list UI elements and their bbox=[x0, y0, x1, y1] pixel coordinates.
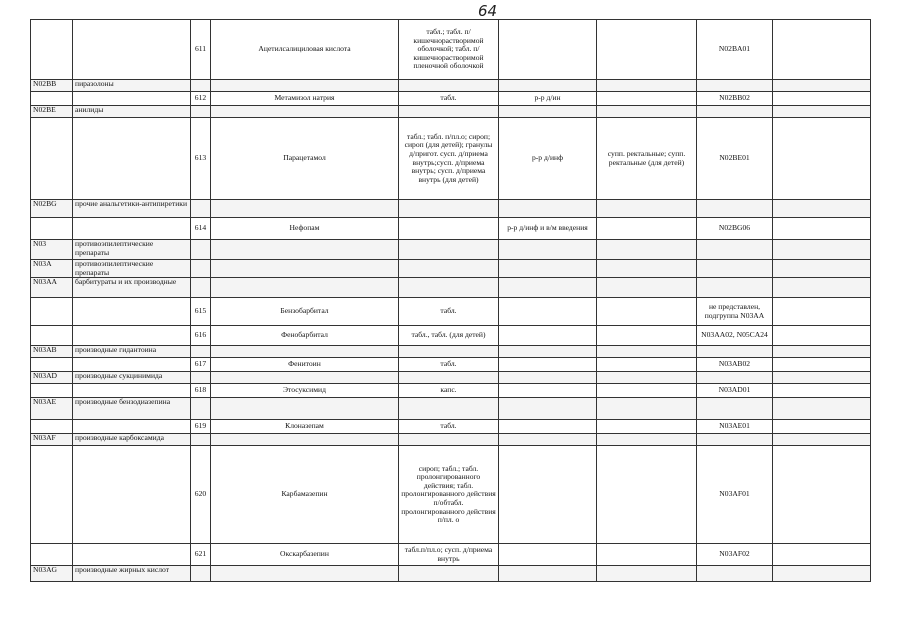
dosage-form-other bbox=[597, 384, 697, 398]
atc-code: не представлен, подгруппа N03AA bbox=[697, 298, 773, 326]
empty-cell bbox=[211, 372, 399, 384]
dosage-form-injection bbox=[499, 420, 597, 434]
empty-cell bbox=[399, 398, 499, 420]
drug-row bbox=[31, 544, 871, 566]
dosage-form-injection bbox=[499, 20, 597, 80]
empty-cell bbox=[597, 372, 697, 384]
atc-group-code: N02BG bbox=[31, 200, 73, 218]
atc-group-code bbox=[31, 384, 73, 398]
empty-cell bbox=[399, 372, 499, 384]
empty-cell bbox=[191, 566, 211, 582]
atc-group-code bbox=[31, 544, 73, 566]
empty-cell bbox=[773, 218, 871, 240]
group-label bbox=[73, 420, 191, 434]
empty-cell bbox=[499, 278, 597, 298]
dosage-form-oral: табл. bbox=[399, 298, 499, 326]
dosage-form-oral: табл.п/пл.о; сусп. д/приема внутрь bbox=[399, 544, 499, 566]
group-row bbox=[31, 346, 871, 358]
group-label bbox=[73, 298, 191, 326]
atc-code: N02BA01 bbox=[697, 20, 773, 80]
empty-cell bbox=[191, 372, 211, 384]
empty-cell bbox=[597, 106, 697, 118]
atc-code: N03AB02 bbox=[697, 358, 773, 372]
group-row bbox=[31, 260, 871, 278]
atc-group-code bbox=[31, 118, 73, 200]
row-number: 621 bbox=[191, 544, 211, 566]
group-label bbox=[73, 92, 191, 106]
empty-cell bbox=[773, 420, 871, 434]
drug-row bbox=[31, 358, 871, 372]
drug-name: Парацетамол bbox=[211, 118, 399, 200]
group-row bbox=[31, 106, 871, 118]
drug-name: Клоназепам bbox=[211, 420, 399, 434]
empty-cell bbox=[191, 278, 211, 298]
empty-cell bbox=[597, 566, 697, 582]
drug-table bbox=[30, 19, 871, 582]
dosage-form-other bbox=[597, 92, 697, 106]
drug-row bbox=[31, 384, 871, 398]
dosage-form-injection bbox=[499, 384, 597, 398]
group-row bbox=[31, 372, 871, 384]
empty-cell bbox=[399, 434, 499, 446]
group-label bbox=[73, 326, 191, 346]
empty-cell bbox=[399, 200, 499, 218]
group-label bbox=[73, 446, 191, 544]
dosage-form-oral: табл.; табл. п/пл.о; сироп; сироп (для детей); гранулы д/пригот. сусп. д/приема внутрь;сусп. д/приема внутрь; сусп. д/приема внутрь (для детей) bbox=[399, 118, 499, 200]
group-label: производные гидантоина bbox=[73, 346, 191, 358]
empty-cell bbox=[697, 278, 773, 298]
drug-name: Ацетилсалициловая кислота bbox=[211, 20, 399, 80]
atc-code: N03AA02, N05CA24 bbox=[697, 326, 773, 346]
dosage-form-injection bbox=[499, 544, 597, 566]
row-number: 611 bbox=[191, 20, 211, 80]
atc-group-code: N03AB bbox=[31, 346, 73, 358]
row-number: 618 bbox=[191, 384, 211, 398]
group-row bbox=[31, 80, 871, 92]
atc-group-code: N03AD bbox=[31, 372, 73, 384]
empty-cell bbox=[597, 240, 697, 260]
group-label: пиразолоны bbox=[73, 80, 191, 92]
atc-code: N03AE01 bbox=[697, 420, 773, 434]
empty-cell bbox=[773, 92, 871, 106]
empty-cell bbox=[597, 278, 697, 298]
group-label bbox=[73, 544, 191, 566]
drug-row bbox=[31, 446, 871, 544]
drug-name: Фенитоин bbox=[211, 358, 399, 372]
empty-cell bbox=[191, 80, 211, 92]
empty-cell bbox=[697, 106, 773, 118]
row-number: 617 bbox=[191, 358, 211, 372]
group-label: противоэпилептические препараты bbox=[73, 240, 191, 260]
group-label bbox=[73, 118, 191, 200]
drug-row bbox=[31, 420, 871, 434]
dosage-form-other bbox=[597, 326, 697, 346]
group-label: прочие анальгетики-антипиретики bbox=[73, 200, 191, 218]
dosage-form-oral: табл., табл. (для детей) bbox=[399, 326, 499, 346]
dosage-form-oral: сироп; табл.; табл. пролонгированного действия; табл. пролонгированного действия п/обтабл. пролонгированного действия п/пл. о bbox=[399, 446, 499, 544]
atc-code: N02BB02 bbox=[697, 92, 773, 106]
atc-code: N03AF01 bbox=[697, 446, 773, 544]
empty-cell bbox=[399, 566, 499, 582]
group-row bbox=[31, 240, 871, 260]
group-row bbox=[31, 200, 871, 218]
dosage-form-oral: табл.; табл. п/кишечнорастворимой оболочкой; табл. п/кишечнорастворимой пленочной оболочкой bbox=[399, 20, 499, 80]
empty-cell bbox=[499, 434, 597, 446]
empty-cell bbox=[191, 398, 211, 420]
row-number: 616 bbox=[191, 326, 211, 346]
atc-code: N03AD01 bbox=[697, 384, 773, 398]
empty-cell bbox=[773, 544, 871, 566]
row-number: 612 bbox=[191, 92, 211, 106]
dosage-form-injection bbox=[499, 326, 597, 346]
empty-cell bbox=[211, 566, 399, 582]
dosage-form-injection: р-р д/инф bbox=[499, 118, 597, 200]
group-label: противоэпилептические препараты bbox=[73, 260, 191, 278]
empty-cell bbox=[399, 80, 499, 92]
empty-cell bbox=[773, 372, 871, 384]
drug-row bbox=[31, 92, 871, 106]
empty-cell bbox=[697, 80, 773, 92]
drug-name: Карбамазепин bbox=[211, 446, 399, 544]
atc-code: N03AF02 bbox=[697, 544, 773, 566]
drug-row bbox=[31, 118, 871, 200]
group-label: производные сукцинимида bbox=[73, 372, 191, 384]
atc-code: N02BE01 bbox=[697, 118, 773, 200]
atc-group-code: N02BE bbox=[31, 106, 73, 118]
empty-cell bbox=[499, 372, 597, 384]
atc-group-code: N03AE bbox=[31, 398, 73, 420]
empty-cell bbox=[399, 240, 499, 260]
empty-cell bbox=[773, 260, 871, 278]
drug-name: Метамизол натрия bbox=[211, 92, 399, 106]
group-row bbox=[31, 278, 871, 298]
empty-cell bbox=[211, 106, 399, 118]
atc-group-code: N03A bbox=[31, 260, 73, 278]
atc-code: N02BG06 bbox=[697, 218, 773, 240]
page-number: 64 bbox=[478, 2, 498, 20]
empty-cell bbox=[773, 20, 871, 80]
dosage-form-other bbox=[597, 446, 697, 544]
empty-cell bbox=[697, 200, 773, 218]
dosage-form-oral: капс. bbox=[399, 384, 499, 398]
drug-name: Фенобарбитал bbox=[211, 326, 399, 346]
empty-cell bbox=[597, 80, 697, 92]
empty-cell bbox=[499, 398, 597, 420]
empty-cell bbox=[773, 240, 871, 260]
atc-group-code: N02BB bbox=[31, 80, 73, 92]
atc-group-code bbox=[31, 358, 73, 372]
drug-row bbox=[31, 298, 871, 326]
empty-cell bbox=[697, 566, 773, 582]
empty-cell bbox=[191, 260, 211, 278]
empty-cell bbox=[773, 434, 871, 446]
dosage-form-oral bbox=[399, 218, 499, 240]
empty-cell bbox=[773, 80, 871, 92]
empty-cell bbox=[211, 278, 399, 298]
group-label: анилиды bbox=[73, 106, 191, 118]
empty-cell bbox=[211, 434, 399, 446]
empty-cell bbox=[399, 346, 499, 358]
dosage-form-injection bbox=[499, 298, 597, 326]
drug-row bbox=[31, 20, 871, 80]
empty-cell bbox=[773, 118, 871, 200]
row-number: 614 bbox=[191, 218, 211, 240]
empty-cell bbox=[597, 346, 697, 358]
empty-cell bbox=[773, 106, 871, 118]
empty-cell bbox=[773, 278, 871, 298]
group-label: производные карбоксамида bbox=[73, 434, 191, 446]
group-row bbox=[31, 398, 871, 420]
row-number: 619 bbox=[191, 420, 211, 434]
empty-cell bbox=[191, 240, 211, 260]
atc-group-code bbox=[31, 20, 73, 80]
empty-cell bbox=[211, 200, 399, 218]
empty-cell bbox=[697, 260, 773, 278]
group-row bbox=[31, 566, 871, 582]
empty-cell bbox=[697, 346, 773, 358]
empty-cell bbox=[773, 398, 871, 420]
empty-cell bbox=[597, 200, 697, 218]
row-number: 620 bbox=[191, 446, 211, 544]
atc-group-code bbox=[31, 92, 73, 106]
empty-cell bbox=[399, 260, 499, 278]
empty-cell bbox=[211, 346, 399, 358]
dosage-form-oral: табл. bbox=[399, 92, 499, 106]
drug-name: Окскарбазепин bbox=[211, 544, 399, 566]
empty-cell bbox=[499, 240, 597, 260]
atc-group-code bbox=[31, 218, 73, 240]
atc-group-code: N03AA bbox=[31, 278, 73, 298]
group-label: производные бензодиазепина bbox=[73, 398, 191, 420]
empty-cell bbox=[191, 346, 211, 358]
empty-cell bbox=[697, 434, 773, 446]
empty-cell bbox=[773, 358, 871, 372]
atc-group-code bbox=[31, 420, 73, 434]
empty-cell bbox=[499, 200, 597, 218]
dosage-form-injection bbox=[499, 446, 597, 544]
dosage-form-other bbox=[597, 298, 697, 326]
empty-cell bbox=[597, 398, 697, 420]
atc-group-code: N03AF bbox=[31, 434, 73, 446]
empty-cell bbox=[773, 298, 871, 326]
empty-cell bbox=[211, 398, 399, 420]
empty-cell bbox=[399, 106, 499, 118]
empty-cell bbox=[773, 566, 871, 582]
drug-row bbox=[31, 326, 871, 346]
atc-group-code bbox=[31, 298, 73, 326]
empty-cell bbox=[697, 240, 773, 260]
group-row bbox=[31, 434, 871, 446]
group-label: барбитураты и их производные bbox=[73, 278, 191, 298]
group-label bbox=[73, 358, 191, 372]
atc-group-code: N03AG bbox=[31, 566, 73, 582]
drug-name: Бензобарбитал bbox=[211, 298, 399, 326]
atc-group-code bbox=[31, 326, 73, 346]
dosage-form-injection: р-р д/инф и в/м введения bbox=[499, 218, 597, 240]
empty-cell bbox=[499, 260, 597, 278]
dosage-form-other bbox=[597, 218, 697, 240]
empty-cell bbox=[499, 106, 597, 118]
empty-cell bbox=[191, 106, 211, 118]
dosage-form-other bbox=[597, 544, 697, 566]
empty-cell bbox=[597, 434, 697, 446]
empty-cell bbox=[499, 566, 597, 582]
dosage-form-other bbox=[597, 20, 697, 80]
drug-row bbox=[31, 218, 871, 240]
empty-cell bbox=[697, 398, 773, 420]
empty-cell bbox=[211, 260, 399, 278]
drug-name: Этосуксимид bbox=[211, 384, 399, 398]
atc-group-code bbox=[31, 446, 73, 544]
group-label bbox=[73, 20, 191, 80]
dosage-form-other bbox=[597, 358, 697, 372]
empty-cell bbox=[191, 200, 211, 218]
dosage-form-injection: р-р д/ин bbox=[499, 92, 597, 106]
empty-cell bbox=[773, 200, 871, 218]
row-number: 615 bbox=[191, 298, 211, 326]
empty-cell bbox=[697, 372, 773, 384]
dosage-form-other: супп. ректальные; супп. ректальные (для детей) bbox=[597, 118, 697, 200]
drug-name: Нефопам bbox=[211, 218, 399, 240]
empty-cell bbox=[773, 346, 871, 358]
empty-cell bbox=[597, 260, 697, 278]
atc-group-code: N03 bbox=[31, 240, 73, 260]
group-label bbox=[73, 384, 191, 398]
row-number: 613 bbox=[191, 118, 211, 200]
empty-cell bbox=[211, 240, 399, 260]
empty-cell bbox=[773, 384, 871, 398]
dosage-form-other bbox=[597, 420, 697, 434]
dosage-form-oral: табл. bbox=[399, 358, 499, 372]
empty-cell bbox=[773, 326, 871, 346]
empty-cell bbox=[399, 278, 499, 298]
group-label: производные жирных кислот bbox=[73, 566, 191, 582]
empty-cell bbox=[499, 346, 597, 358]
empty-cell bbox=[773, 446, 871, 544]
empty-cell bbox=[211, 80, 399, 92]
dosage-form-injection bbox=[499, 358, 597, 372]
dosage-form-oral: табл. bbox=[399, 420, 499, 434]
empty-cell bbox=[499, 80, 597, 92]
empty-cell bbox=[191, 434, 211, 446]
group-label bbox=[73, 218, 191, 240]
